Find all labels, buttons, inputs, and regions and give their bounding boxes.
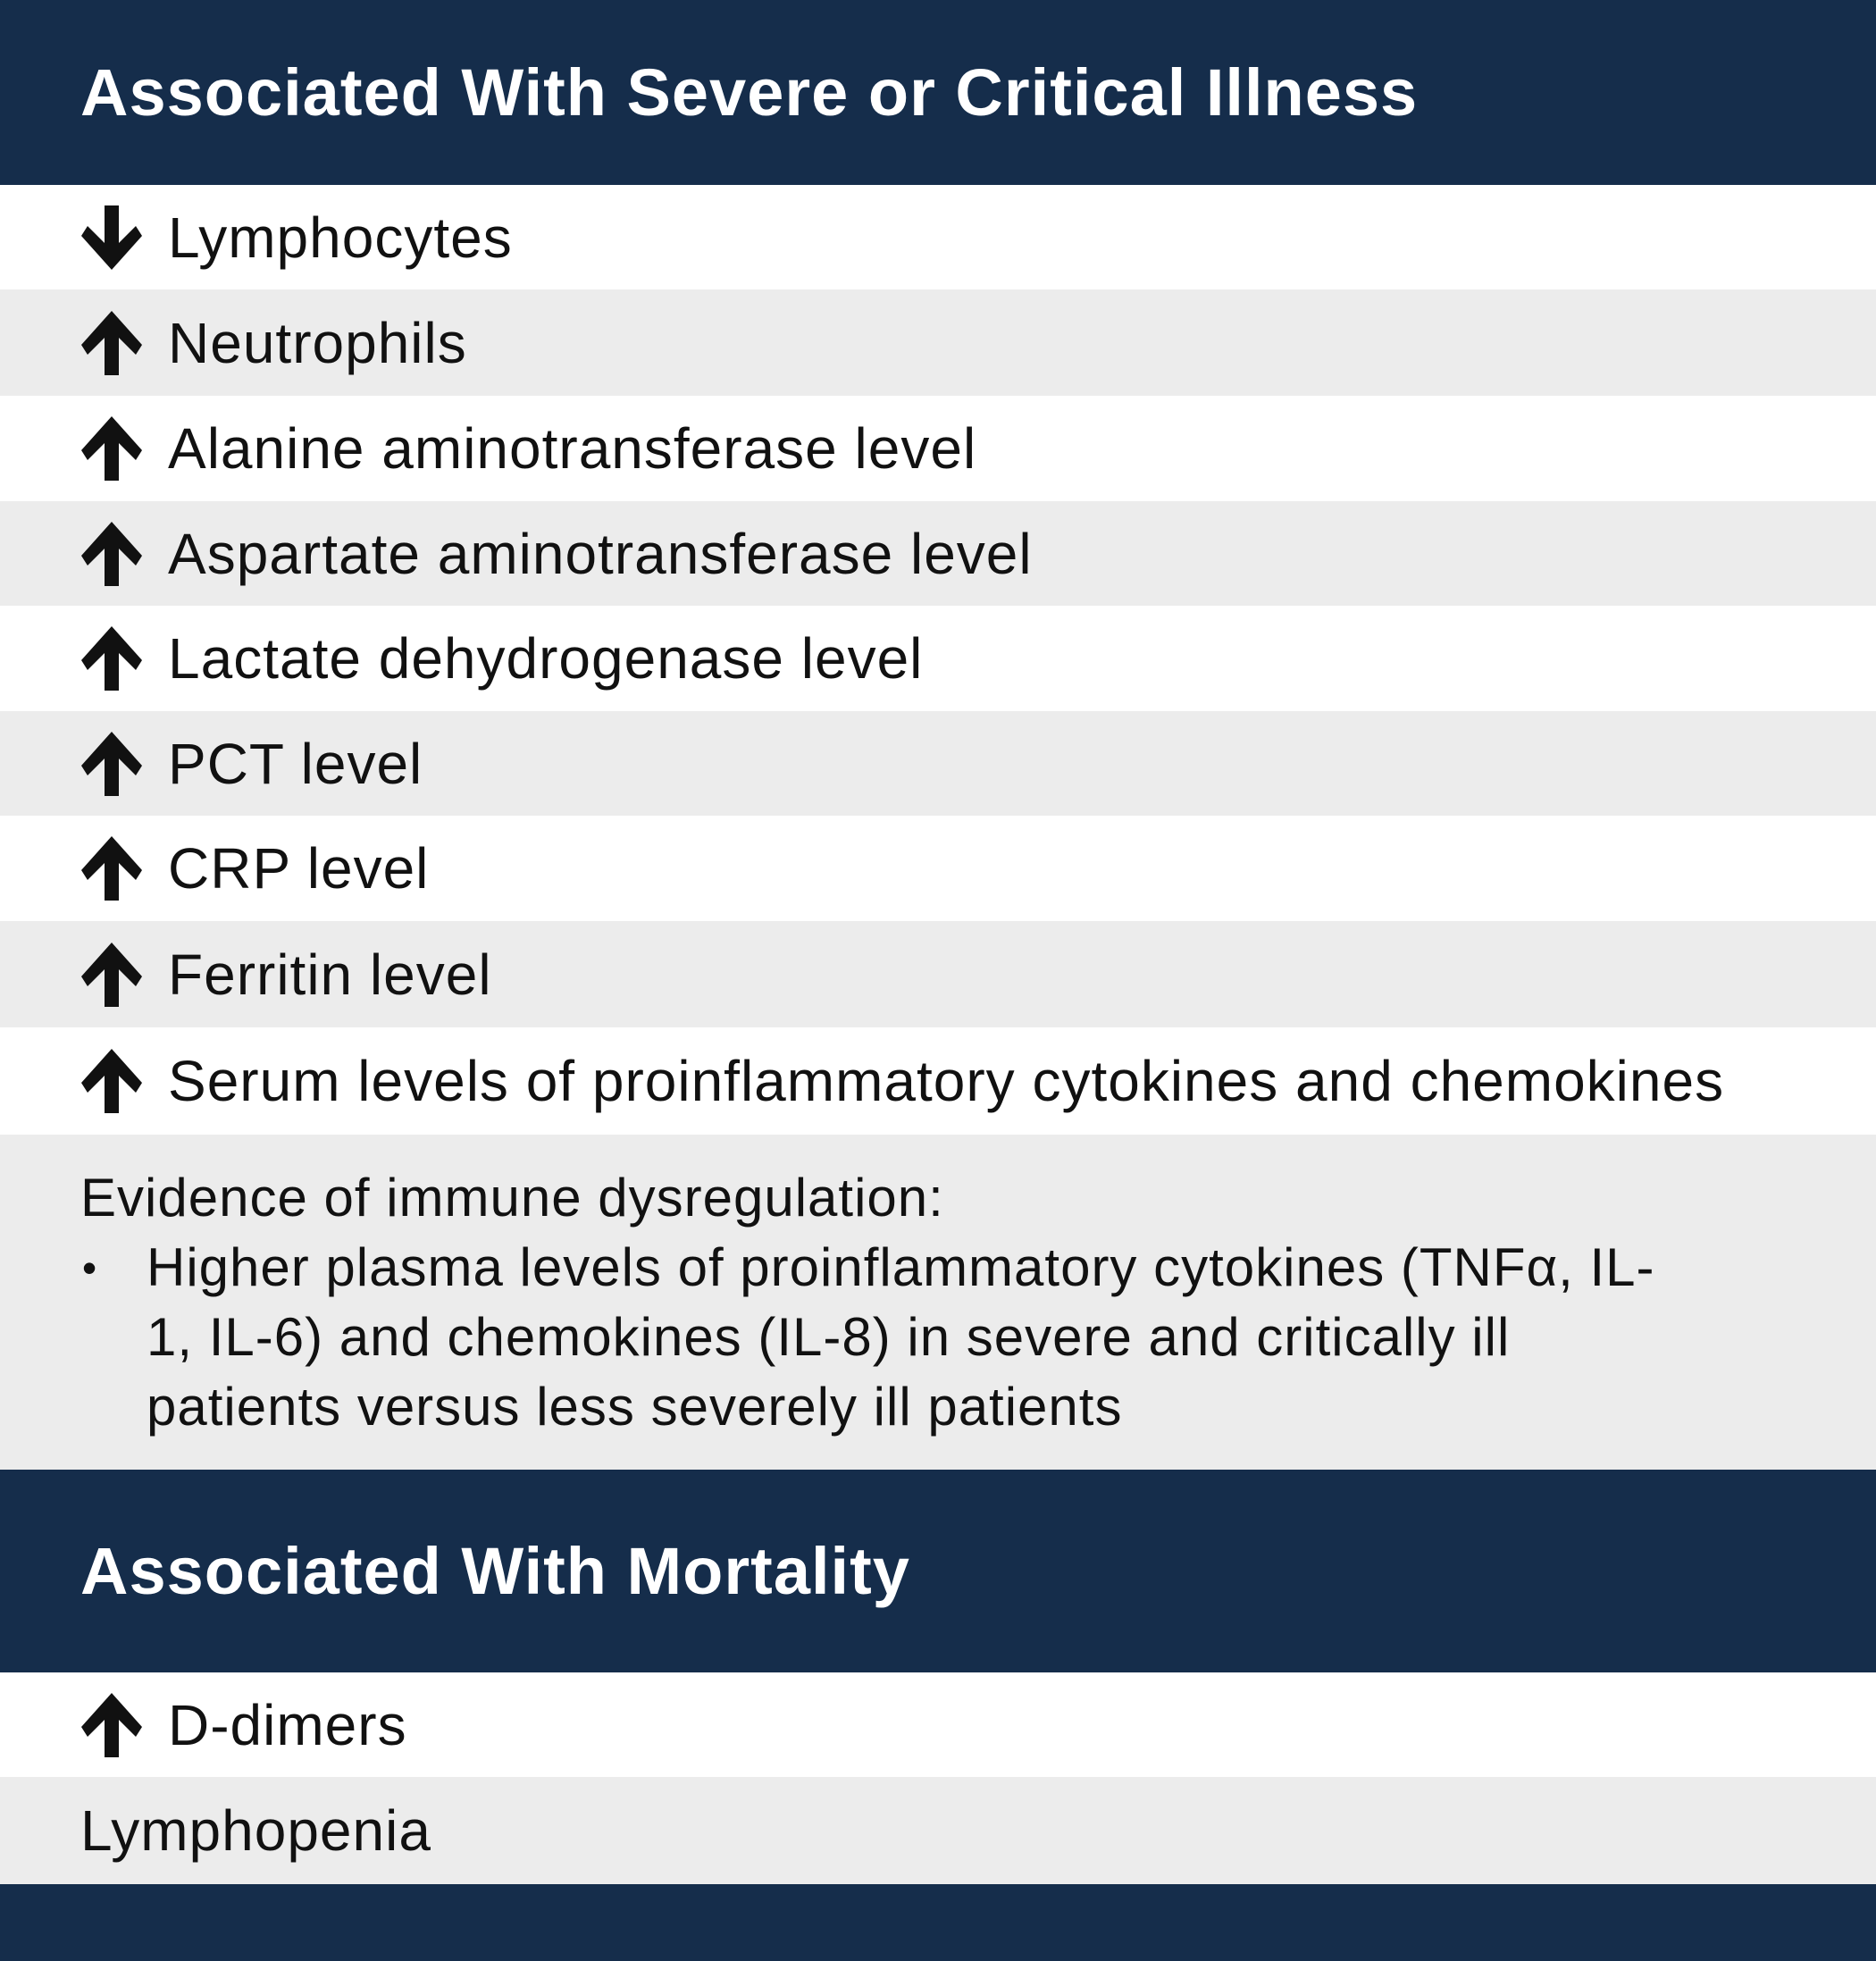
- item-label: Ferritin level: [168, 942, 492, 1007]
- arrow-down-icon: [80, 204, 143, 272]
- item-label: Alanine aminotransferase level: [168, 416, 977, 481]
- arrow-up-icon: [80, 624, 143, 692]
- list-item: [0, 501, 1876, 606]
- arrow-up-icon: [80, 520, 143, 588]
- severe-illness-header: [0, 0, 1876, 185]
- list-item: [0, 606, 1876, 711]
- arrow-up-icon: [80, 834, 143, 902]
- immune-dysregulation-evidence: [0, 1135, 1876, 1470]
- footer-bar: [0, 1884, 1876, 1961]
- bullet-icon: •: [82, 1244, 98, 1291]
- severe-illness-title: Associated With Severe or Critical Illness: [80, 55, 1419, 130]
- item-label: Lymphocytes: [168, 205, 513, 270]
- mortality-header: [0, 1470, 1876, 1672]
- list-item: [0, 185, 1876, 289]
- item-label: Serum levels of proinflammatory cytokines and chemokines: [168, 1049, 1725, 1113]
- evidence-bullet-item: [80, 1233, 1876, 1442]
- item-label: Lactate dehydrogenase level: [168, 626, 924, 691]
- arrow-up-icon: [80, 1047, 143, 1115]
- item-label: PCT level: [168, 731, 423, 796]
- item-label: Neutrophils: [168, 310, 467, 375]
- list-item: [0, 289, 1876, 396]
- arrow-up-icon: [80, 1691, 143, 1759]
- item-label: CRP level: [168, 836, 430, 901]
- arrow-up-icon: [80, 730, 143, 798]
- evidence-bullet-text: Higher plasma levels of proinflammatory cytokines (TNFα, IL-1, IL-6) and chemokines (IL-8) in severe and critically ill patients versus less severely ill patients: [147, 1237, 1655, 1437]
- item-label: D-dimers: [168, 1692, 407, 1757]
- arrow-up-icon: [80, 941, 143, 1009]
- list-item: [0, 1672, 1876, 1777]
- item-label: Lymphopenia: [80, 1798, 431, 1863]
- mortality-title: Associated With Mortality: [80, 1534, 910, 1608]
- list-item: [0, 1777, 1876, 1884]
- item-label: Aspartate aminotransferase level: [168, 521, 1033, 586]
- list-item: [0, 921, 1876, 1027]
- list-item: [0, 816, 1876, 921]
- evidence-heading: Evidence of immune dysregulation:: [80, 1168, 944, 1228]
- list-item: [0, 711, 1876, 816]
- list-item: [0, 1027, 1876, 1135]
- arrow-up-icon: [80, 415, 143, 482]
- list-item: [0, 396, 1876, 501]
- arrow-up-icon: [80, 309, 143, 377]
